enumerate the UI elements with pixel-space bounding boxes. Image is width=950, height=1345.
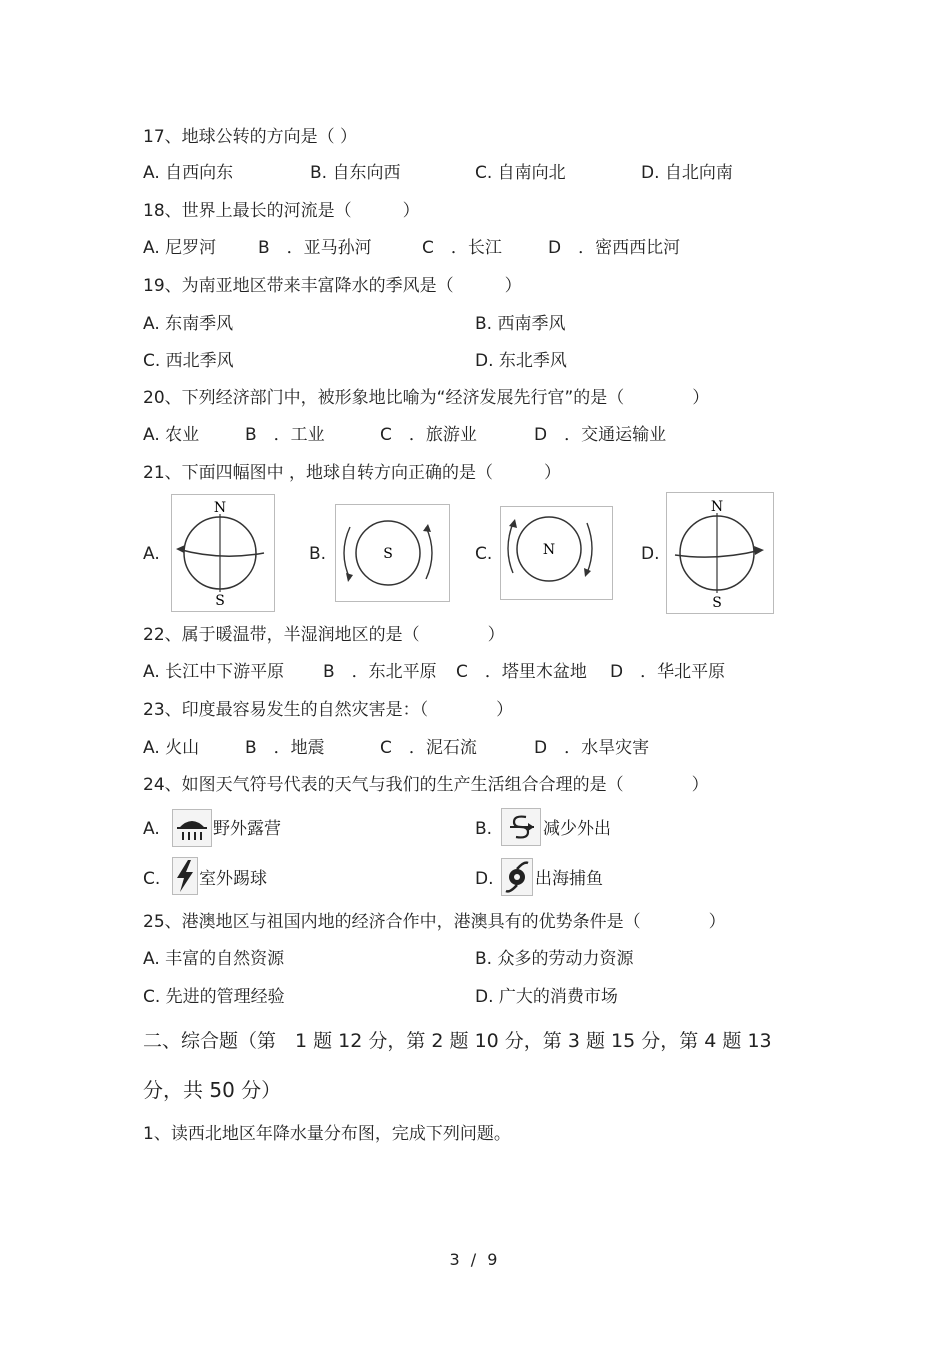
- activity-fishing: 出海捕鱼: [535, 869, 603, 889]
- question-18-stem: 18、世界上最长的河流是（ ）: [143, 201, 420, 221]
- north-pole-label: N: [542, 542, 556, 558]
- question-17-stem: 17、地球公转的方向是（ ）: [143, 127, 358, 147]
- lightning-icon: [172, 857, 198, 895]
- question-21-option-b[interactable]: B.: [309, 544, 327, 564]
- question-19-option-a[interactable]: A. 东南季风: [143, 314, 234, 334]
- activity-outdoor-football: 室外踢球: [199, 869, 267, 889]
- south-label: S: [215, 593, 225, 609]
- south-pole-label: S: [383, 546, 393, 562]
- typhoon-icon: [501, 858, 533, 896]
- question-25-option-b[interactable]: B. 众多的劳动力资源: [475, 949, 634, 969]
- question-25-option-d[interactable]: D. 广大的消费市场: [475, 987, 618, 1007]
- question-20-option-a[interactable]: A. 农业: [143, 425, 200, 445]
- north-label: N: [710, 499, 724, 515]
- rotation-diagram-d[interactable]: [666, 492, 774, 614]
- question-18-option-c[interactable]: C ．长江: [422, 238, 502, 258]
- page-number: 3 / 9: [449, 1250, 501, 1269]
- question-24-option-c[interactable]: C.: [143, 869, 161, 889]
- question-20-option-c[interactable]: C ．旅游业: [380, 425, 477, 445]
- question-25-option-c[interactable]: C. 先进的管理经验: [143, 987, 285, 1007]
- question-20-stem: 20、下列经济部门中，被形象地比喻为“经济发展先行官”的是（ ）: [143, 388, 710, 408]
- question-18-option-a[interactable]: A. 尼罗河: [143, 238, 217, 258]
- activity-stay-indoors: 减少外出: [543, 819, 611, 839]
- section-2-question-1: 1、读西北地区年降水量分布图，完成下列问题。: [143, 1124, 511, 1144]
- question-17-option-a[interactable]: A. 自西向东: [143, 163, 234, 183]
- section-2-heading-cont: 分，共 50 分）: [143, 1078, 282, 1102]
- north-label: N: [213, 500, 227, 516]
- question-22-option-c[interactable]: C ．塔里木盆地: [456, 662, 587, 682]
- question-21-stem: 21、下面四幅图中 ，地球自转方向正确的是（ ）: [143, 463, 562, 483]
- question-23-option-c[interactable]: C ．泥石流: [380, 738, 477, 758]
- question-19-option-b[interactable]: B. 西南季风: [475, 314, 566, 334]
- activity-camping: 野外露营: [213, 819, 281, 839]
- question-22-option-b[interactable]: B ．东北平原: [323, 662, 437, 682]
- question-21-option-d[interactable]: D.: [641, 544, 660, 564]
- south-label: S: [712, 595, 722, 611]
- question-25-stem: 25、港澳地区与祖国内地的经济合作中，港澳具有的优势条件是（ ）: [143, 912, 726, 932]
- question-24-option-a[interactable]: A.: [143, 819, 160, 839]
- question-24-option-b[interactable]: B.: [475, 819, 493, 839]
- question-23-stem: 23、印度最容易发生的自然灾害是：（ ）: [143, 700, 514, 720]
- question-19-option-d[interactable]: D. 东北季风: [475, 351, 567, 371]
- question-18-option-d[interactable]: D ．密西西比河: [548, 238, 681, 258]
- question-21-option-a[interactable]: A.: [143, 544, 160, 564]
- question-17-option-d[interactable]: D. 自北向南: [641, 163, 733, 183]
- question-17-option-b[interactable]: B. 自东向西: [310, 163, 401, 183]
- rotation-diagram-b[interactable]: [335, 504, 450, 602]
- question-24-option-d[interactable]: D.: [475, 869, 494, 889]
- question-22-option-d[interactable]: D ．华北平原: [610, 662, 726, 682]
- rainstorm-icon: [172, 809, 212, 847]
- question-18-option-b[interactable]: B ．亚马孙河: [258, 238, 372, 258]
- question-19-option-c[interactable]: C. 西北季风: [143, 351, 234, 371]
- question-23-option-b[interactable]: B ．地震: [245, 738, 325, 758]
- question-23-option-d[interactable]: D ．水旱灾害: [534, 738, 650, 758]
- question-23-option-a[interactable]: A. 火山: [143, 738, 200, 758]
- question-17-option-c[interactable]: C. 自南向北: [475, 163, 566, 183]
- question-21-option-c[interactable]: C.: [475, 544, 493, 564]
- question-20-option-b[interactable]: B ．工业: [245, 425, 325, 445]
- question-24-stem: 24、如图天气符号代表的天气与我们的生产生活组合合理的是（ ）: [143, 775, 709, 795]
- question-22-option-a[interactable]: A. 长江中下游平原: [143, 662, 285, 682]
- question-25-option-a[interactable]: A. 丰富的自然资源: [143, 949, 285, 969]
- rotation-diagram-c[interactable]: [500, 506, 613, 600]
- section-2-heading: 二、综合题（第 1 题 12 分，第 2 题 10 分，第 3 题 15 分，第 4 题 13: [143, 1030, 772, 1052]
- question-22-stem: 22、属于暖温带，半湿润地区的是（ ）: [143, 625, 505, 645]
- sandstorm-icon: [501, 808, 541, 846]
- rotation-diagram-a[interactable]: [171, 494, 275, 612]
- question-19-stem: 19、为南亚地区带来丰富降水的季风是（ ）: [143, 276, 522, 296]
- question-20-option-d[interactable]: D ．交通运输业: [534, 425, 667, 445]
